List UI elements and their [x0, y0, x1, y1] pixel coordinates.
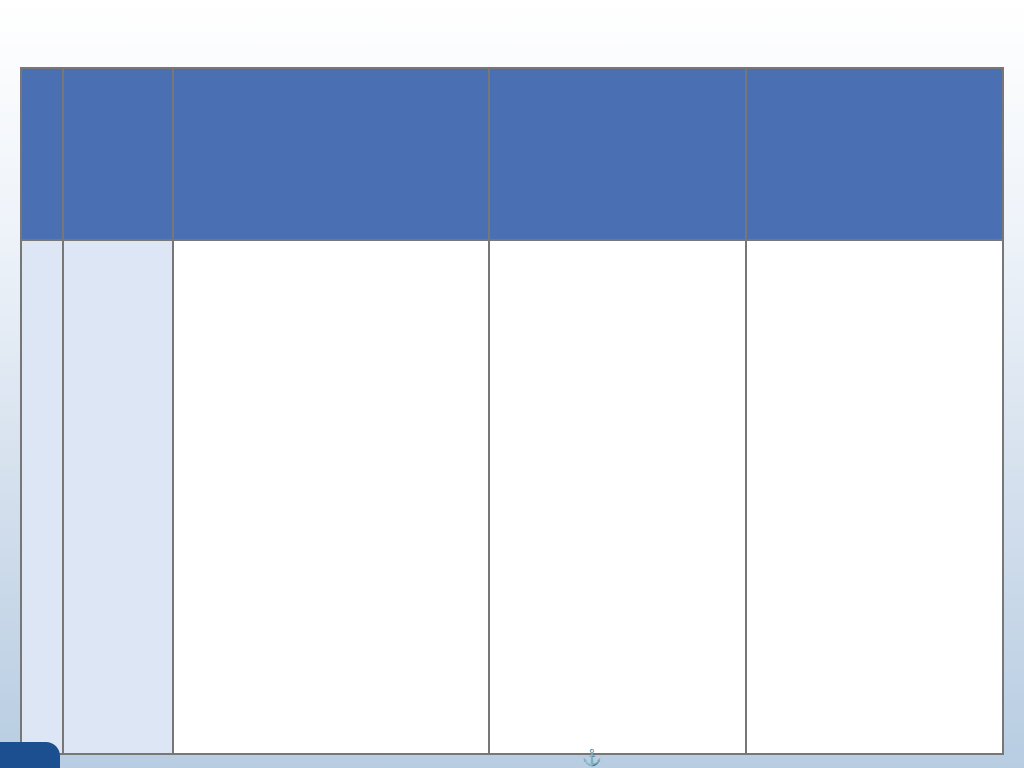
- cell-level-b-criteria: [489, 240, 746, 754]
- cell-competent-unit: [63, 240, 173, 754]
- header-level-c: [746, 68, 1003, 240]
- footer-right-logo-strip: [580, 742, 1024, 768]
- title-bar: [0, 0, 1024, 66]
- header-disaster-type: [21, 68, 63, 240]
- ship-emblem-icon: ⚓: [582, 748, 602, 767]
- header-level-b: [489, 68, 746, 240]
- cell-disaster-type: [21, 240, 63, 754]
- header-competent-unit: [63, 68, 173, 240]
- cell-level-c-criteria: [746, 240, 1003, 754]
- bureau-logo-icon: [0, 742, 60, 768]
- table-row: [21, 240, 1003, 754]
- table-header-row: [21, 68, 1003, 240]
- cell-level-a-criteria: [173, 240, 489, 754]
- header-level-a: [173, 68, 489, 240]
- footer-left-logo-strip: [0, 740, 430, 768]
- disaster-level-table: [20, 67, 1004, 755]
